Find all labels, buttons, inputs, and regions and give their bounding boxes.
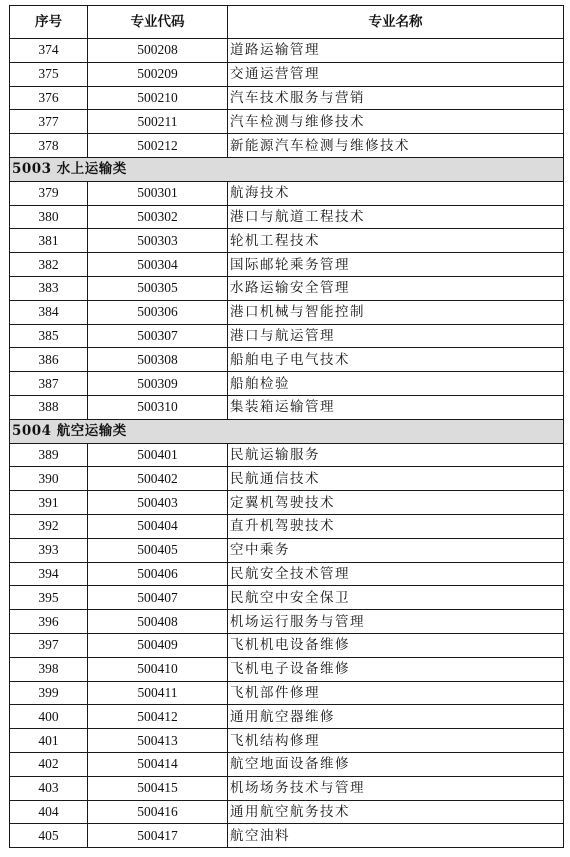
row-code: 500307 <box>88 324 228 348</box>
row-name: 港口机械与智能控制 <box>228 300 564 324</box>
row-code: 500302 <box>88 205 228 229</box>
row-code: 500410 <box>88 657 228 681</box>
table-row <box>10 348 564 372</box>
table-row <box>10 86 564 110</box>
row-code: 500210 <box>88 86 228 110</box>
row-seq: 387 <box>10 372 88 396</box>
row-seq: 380 <box>10 205 88 229</box>
row-name: 汽车检测与维修技术 <box>228 110 564 134</box>
row-code: 500304 <box>88 253 228 277</box>
table-row <box>10 300 564 324</box>
row-seq: 397 <box>10 633 88 657</box>
row-code: 500404 <box>88 514 228 538</box>
table-row <box>10 705 564 729</box>
table-row <box>10 562 564 586</box>
row-code: 500403 <box>88 491 228 515</box>
table-row <box>10 181 564 205</box>
row-name: 飞机结构修理 <box>228 729 564 753</box>
row-seq: 396 <box>10 610 88 634</box>
row-code: 500408 <box>88 610 228 634</box>
table-row <box>10 110 564 134</box>
header-seq: 序号 <box>10 6 88 39</box>
table-row <box>10 729 564 753</box>
row-seq: 401 <box>10 729 88 753</box>
category-row <box>10 157 564 181</box>
table-row <box>10 253 564 277</box>
row-name: 飞机部件修理 <box>228 681 564 705</box>
table-row <box>10 443 564 467</box>
category-label: 5003 水上运输类 <box>10 157 564 181</box>
row-name: 通用航空器维修 <box>228 705 564 729</box>
row-code: 500406 <box>88 562 228 586</box>
table-row <box>10 395 564 419</box>
table-row <box>10 205 564 229</box>
row-seq: 398 <box>10 657 88 681</box>
row-name: 航空油料 <box>228 824 564 848</box>
row-name: 机场场务技术与管理 <box>228 776 564 800</box>
table-row <box>10 372 564 396</box>
row-name: 国际邮轮乘务管理 <box>228 253 564 277</box>
row-name: 直升机驾驶技术 <box>228 514 564 538</box>
row-seq: 386 <box>10 348 88 372</box>
row-code: 500412 <box>88 705 228 729</box>
row-code: 500305 <box>88 276 228 300</box>
row-code: 500405 <box>88 538 228 562</box>
row-code: 500211 <box>88 110 228 134</box>
table-row <box>10 324 564 348</box>
row-name: 机场运行服务与管理 <box>228 610 564 634</box>
row-code: 500303 <box>88 229 228 253</box>
table-row <box>10 491 564 515</box>
row-code: 500402 <box>88 467 228 491</box>
row-name: 港口与航运管理 <box>228 324 564 348</box>
table-row <box>10 514 564 538</box>
table-row <box>10 229 564 253</box>
row-code: 500308 <box>88 348 228 372</box>
row-name: 空中乘务 <box>228 538 564 562</box>
row-seq: 403 <box>10 776 88 800</box>
row-code: 500212 <box>88 134 228 158</box>
row-name: 通用航空航务技术 <box>228 800 564 824</box>
category-row <box>10 419 564 443</box>
row-seq: 385 <box>10 324 88 348</box>
row-seq: 379 <box>10 181 88 205</box>
row-code: 500209 <box>88 62 228 86</box>
table-row <box>10 610 564 634</box>
row-name: 民航运输服务 <box>228 443 564 467</box>
row-code: 500208 <box>88 39 228 63</box>
row-seq: 395 <box>10 586 88 610</box>
row-name: 飞机电子设备维修 <box>228 657 564 681</box>
row-seq: 405 <box>10 824 88 848</box>
row-code: 500409 <box>88 633 228 657</box>
row-name: 船舶检验 <box>228 372 564 396</box>
row-code: 500301 <box>88 181 228 205</box>
table-row <box>10 586 564 610</box>
row-code: 500417 <box>88 824 228 848</box>
row-seq: 394 <box>10 562 88 586</box>
table-row <box>10 752 564 776</box>
row-seq: 404 <box>10 800 88 824</box>
row-seq: 382 <box>10 253 88 277</box>
table-row <box>10 776 564 800</box>
row-name: 道路运输管理 <box>228 39 564 63</box>
row-name: 汽车技术服务与营销 <box>228 86 564 110</box>
header-name: 专业名称 <box>228 6 564 39</box>
row-name: 民航安全技术管理 <box>228 562 564 586</box>
row-name: 航海技术 <box>228 181 564 205</box>
row-name: 水路运输安全管理 <box>228 276 564 300</box>
row-name: 民航空中安全保卫 <box>228 586 564 610</box>
row-name: 航空地面设备维修 <box>228 752 564 776</box>
row-code: 500407 <box>88 586 228 610</box>
table-header-row <box>10 6 564 39</box>
row-name: 定翼机驾驶技术 <box>228 491 564 515</box>
table-row <box>10 681 564 705</box>
category-label: 5004 航空运输类 <box>10 419 564 443</box>
row-seq: 381 <box>10 229 88 253</box>
table-row <box>10 276 564 300</box>
row-seq: 375 <box>10 62 88 86</box>
row-code: 500310 <box>88 395 228 419</box>
row-seq: 392 <box>10 514 88 538</box>
row-seq: 376 <box>10 86 88 110</box>
row-code: 500416 <box>88 800 228 824</box>
major-catalog-table <box>9 5 564 848</box>
table-row <box>10 824 564 848</box>
row-seq: 400 <box>10 705 88 729</box>
row-name: 新能源汽车检测与维修技术 <box>228 134 564 158</box>
row-seq: 383 <box>10 276 88 300</box>
row-seq: 393 <box>10 538 88 562</box>
table-row <box>10 467 564 491</box>
row-seq: 391 <box>10 491 88 515</box>
table-row <box>10 657 564 681</box>
header-code: 专业代码 <box>88 6 228 39</box>
row-name: 船舶电子电气技术 <box>228 348 564 372</box>
row-seq: 378 <box>10 134 88 158</box>
table-row <box>10 62 564 86</box>
row-name: 交通运营管理 <box>228 62 564 86</box>
row-seq: 384 <box>10 300 88 324</box>
row-name: 轮机工程技术 <box>228 229 564 253</box>
table-row <box>10 538 564 562</box>
table-row <box>10 633 564 657</box>
row-name: 集装箱运输管理 <box>228 395 564 419</box>
row-code: 500306 <box>88 300 228 324</box>
row-seq: 402 <box>10 752 88 776</box>
table-row <box>10 800 564 824</box>
row-code: 500414 <box>88 752 228 776</box>
row-code: 500413 <box>88 729 228 753</box>
row-name: 港口与航道工程技术 <box>228 205 564 229</box>
row-code: 500309 <box>88 372 228 396</box>
row-seq: 389 <box>10 443 88 467</box>
table-row <box>10 134 564 158</box>
row-code: 500411 <box>88 681 228 705</box>
row-seq: 390 <box>10 467 88 491</box>
row-seq: 399 <box>10 681 88 705</box>
row-seq: 388 <box>10 395 88 419</box>
row-seq: 374 <box>10 39 88 63</box>
row-name: 飞机机电设备维修 <box>228 633 564 657</box>
row-code: 500415 <box>88 776 228 800</box>
table-row <box>10 39 564 63</box>
row-name: 民航通信技术 <box>228 467 564 491</box>
row-code: 500401 <box>88 443 228 467</box>
row-seq: 377 <box>10 110 88 134</box>
